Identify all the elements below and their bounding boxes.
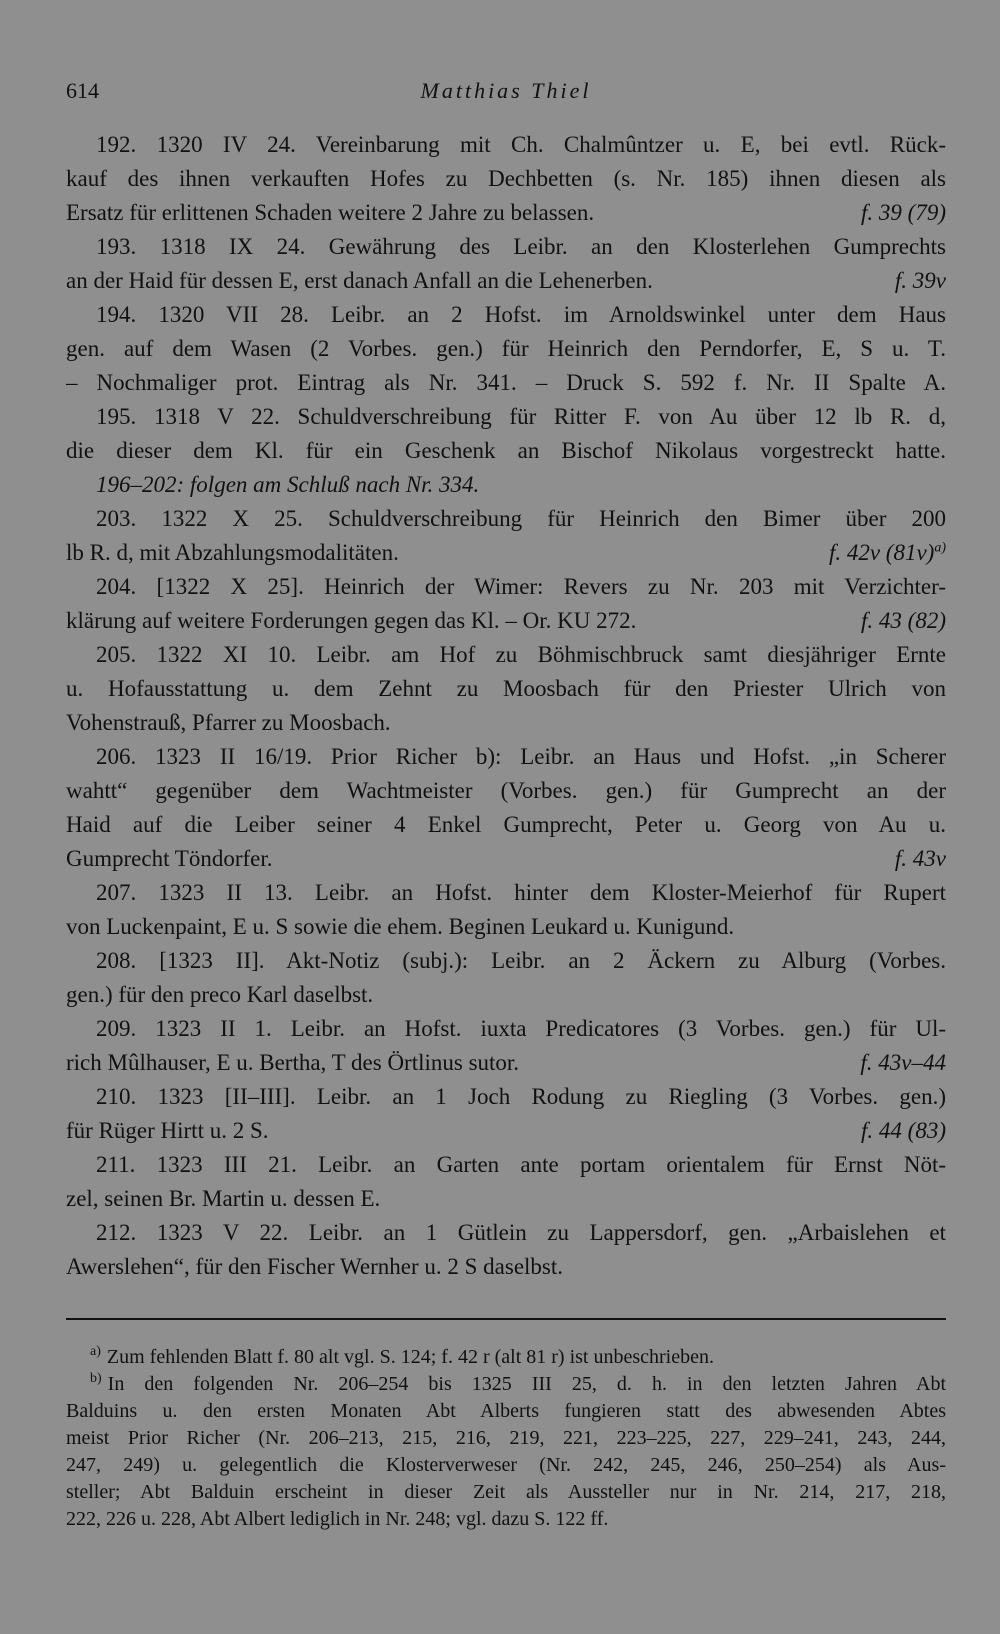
- line-text: wahtt“ gegenüber dem Wachtmeister (Vorbes. gen.) für Gumprecht an der: [66, 778, 946, 803]
- text-line: [66, 1114, 946, 1148]
- text-line: [66, 1182, 946, 1216]
- line-text: 204. [1322 X 25]. Heinrich der Wimer: Revers zu Nr. 203 mit Verzichter-: [96, 574, 946, 599]
- line-text: rich Mûlhauser, E u. Bertha, T des Örtlinus sutor.: [66, 1050, 520, 1075]
- footnote-text: 222, 226 u. 228, Abt Albert lediglich in Nr. 248; vgl. dazu S. 122 ff.: [66, 1508, 609, 1530]
- footnote-line: [66, 1479, 946, 1506]
- line-text: Vohenstrauß, Pfarrer zu Moosbach.: [66, 710, 391, 735]
- text-line: [66, 570, 946, 604]
- text-line: [66, 1012, 946, 1046]
- line-text: 193. 1318 IX 24. Gewährung des Leibr. an den Klosterlehen Gumprechts: [96, 234, 946, 259]
- folio-reference: [860, 1046, 946, 1080]
- line-text: 207. 1323 II 13. Leibr. an Hofst. hinter dem Kloster-Meierhof für Rupert: [96, 880, 946, 905]
- line-text: 194. 1320 VII 28. Leibr. an 2 Hofst. im Arnoldswinkel unter dem Haus: [96, 302, 946, 327]
- folio-reference-text: f. 43v: [894, 846, 946, 871]
- footnote-text: In den folgenden Nr. 206–254 bis 1325 III 25, d. h. in den letzten Jahren Abt: [107, 1373, 946, 1395]
- footnote-marker: b): [90, 1371, 102, 1387]
- folio-reference-text: f. 43v–44: [860, 1050, 946, 1075]
- text-line: [66, 706, 946, 740]
- footnote-text: 247, 249) u. gelegentlich die Klosterverweser (Nr. 242, 245, 246, 250–254) als Aus-: [66, 1454, 946, 1476]
- text-line: [66, 468, 946, 502]
- line-text: – Nochmaliger prot. Eintrag als Nr. 341. – Druck S. 592 f. Nr. II Spalte A.: [66, 370, 946, 395]
- footnote-line: [66, 1371, 946, 1398]
- text-line: [66, 230, 946, 264]
- line-text: gen.) für den preco Karl daselbst.: [66, 982, 374, 1007]
- line-text: 195. 1318 V 22. Schuldverschreibung für Ritter F. von Au über 12 lb R. d,: [96, 404, 946, 429]
- folio-reference: [861, 1114, 946, 1148]
- line-text: 206. 1323 II 16/19. Prior Richer b): Leibr. an Haus und Hofst. „in Scherer: [96, 744, 946, 769]
- folio-reference: [895, 842, 946, 876]
- folio-reference: [861, 196, 946, 230]
- line-text: für Rüger Hirtt u. 2 S.: [66, 1118, 269, 1143]
- text-line: [66, 604, 946, 638]
- text-line: [66, 1080, 946, 1114]
- text-line: [66, 740, 946, 774]
- footnote-marker: a): [934, 540, 946, 556]
- text-line: [66, 298, 946, 332]
- text-line: [66, 672, 946, 706]
- footnotes: [66, 1344, 946, 1533]
- footnote-text: steller; Abt Balduin erscheint in dieser Zeit als Aussteller nur in Nr. 214, 217, 218,: [66, 1481, 946, 1503]
- page-number: 614: [66, 78, 99, 103]
- text-line: [66, 400, 946, 434]
- folio-reference-text: f. 39v: [894, 268, 946, 293]
- line-text: Awerslehen“, für den Fischer Wernher u. 2 S daselbst.: [66, 1254, 564, 1279]
- line-text: 208. [1323 II]. Akt-Notiz (subj.): Leibr. an 2 Äckern zu Alburg (Vorbes.: [96, 948, 946, 973]
- running-head: [66, 78, 946, 108]
- folio-reference: [829, 536, 946, 570]
- line-text: Gumprecht Töndorfer.: [66, 846, 273, 871]
- line-text: Ersatz für erlittenen Schaden weitere 2 Jahre zu belassen.: [66, 200, 595, 225]
- line-text: 210. 1323 [II–III]. Leibr. an 1 Joch Rodung zu Riegling (3 Vorbes. gen.): [96, 1084, 946, 1109]
- text-line: [66, 366, 946, 400]
- text-line: [66, 808, 946, 842]
- line-text: u. Hofausstattung u. dem Zehnt zu Moosbach für den Priester Ulrich von: [66, 676, 946, 701]
- text-line: [66, 638, 946, 672]
- line-text: zel, seinen Br. Martin u. dessen E.: [66, 1186, 381, 1211]
- line-text: lb R. d, mit Abzahlungsmodalitäten.: [66, 540, 399, 565]
- folio-reference: [895, 264, 946, 298]
- folio-reference-text: f. 39 (79): [861, 200, 946, 225]
- footnote-line: [66, 1344, 946, 1371]
- text-line: [66, 162, 946, 196]
- folio-reference: [861, 604, 946, 638]
- text-line: [66, 332, 946, 366]
- running-title: Matthias Thiel: [420, 78, 592, 103]
- line-text: gen. auf dem Wasen (2 Vorbes. gen.) für Heinrich den Perndorfer, E, S u. T.: [66, 336, 946, 361]
- footnote-text: Zum fehlenden Blatt f. 80 alt vgl. S. 124; f. 42 r (alt 81 r) ist unbeschrieben.: [106, 1346, 714, 1368]
- line-text: 192. 1320 IV 24. Vereinbarung mit Ch. Chalmûntzer u. E, bei evtl. Rück-: [96, 132, 946, 157]
- line-text: an der Haid für dessen E, erst danach Anfall an die Lehenerben.: [66, 268, 653, 293]
- text-line: [66, 1148, 946, 1182]
- footnote-line: [66, 1425, 946, 1452]
- folio-reference-text: f. 43 (82): [861, 608, 946, 633]
- text-line: [66, 264, 946, 298]
- line-text: die dieser dem Kl. für ein Geschenk an Bischof Nikolaus vorgestreckt hatte.: [66, 438, 946, 463]
- line-text: kauf des ihnen verkauften Hofes zu Dechbetten (s. Nr. 185) ihnen diesen als: [66, 166, 946, 191]
- text-line: [66, 978, 946, 1012]
- footnote-marker: a): [90, 1344, 101, 1360]
- folio-reference-text: f. 42v (81v): [828, 540, 935, 565]
- line-text: 205. 1322 XI 10. Leibr. am Hof zu Böhmischbruck samt diesjähriger Ernte: [96, 642, 946, 667]
- text-line: [66, 1216, 946, 1250]
- line-text: von Luckenpaint, E u. S sowie die ehem. Beginen Leukard u. Kunigund.: [66, 914, 735, 939]
- footnote-line: [66, 1506, 946, 1533]
- footnote-line: [66, 1398, 946, 1425]
- line-text: 209. 1323 II 1. Leibr. an Hofst. iuxta Predicatores (3 Vorbes. gen.) für Ul-: [96, 1016, 946, 1041]
- text-line: [66, 196, 946, 230]
- text-line: [66, 128, 946, 162]
- text-line: [66, 910, 946, 944]
- line-text: Haid auf die Leiber seiner 4 Enkel Gumprecht, Peter u. Georg von Au u.: [66, 812, 946, 837]
- text-line: [66, 876, 946, 910]
- line-text: 212. 1323 V 22. Leibr. an 1 Gütlein zu Lappersdorf, gen. „Arbaislehen et: [96, 1220, 946, 1245]
- text-line: [66, 502, 946, 536]
- footnote-text: Balduins u. den ersten Monaten Abt Alberts fungieren statt des abwesenden Abtes: [66, 1400, 946, 1422]
- text-line: [66, 774, 946, 808]
- footnote-separator: [66, 1318, 946, 1320]
- line-text: 196–202: folgen am Schluß nach Nr. 334.: [96, 472, 480, 497]
- text-line: [66, 842, 946, 876]
- text-line: [66, 536, 946, 570]
- line-text: klärung auf weitere Forderungen gegen das Kl. – Or. KU 272.: [66, 608, 637, 633]
- folio-reference-text: f. 44 (83): [861, 1118, 946, 1143]
- footnote-line: [66, 1452, 946, 1479]
- text-line: [66, 1250, 946, 1284]
- text-line: [66, 944, 946, 978]
- document-body: [66, 128, 946, 1284]
- text-line: [66, 434, 946, 468]
- line-text: 203. 1322 X 25. Schuldverschreibung für Heinrich den Bimer über 200: [96, 506, 946, 531]
- text-line: [66, 1046, 946, 1080]
- footnote-text: meist Prior Richer (Nr. 206–213, 215, 216, 219, 221, 223–225, 227, 229–241, 243, 244,: [66, 1427, 946, 1449]
- line-text: 211. 1323 III 21. Leibr. an Garten ante portam orientalem für Ernst Nöt-: [96, 1152, 946, 1177]
